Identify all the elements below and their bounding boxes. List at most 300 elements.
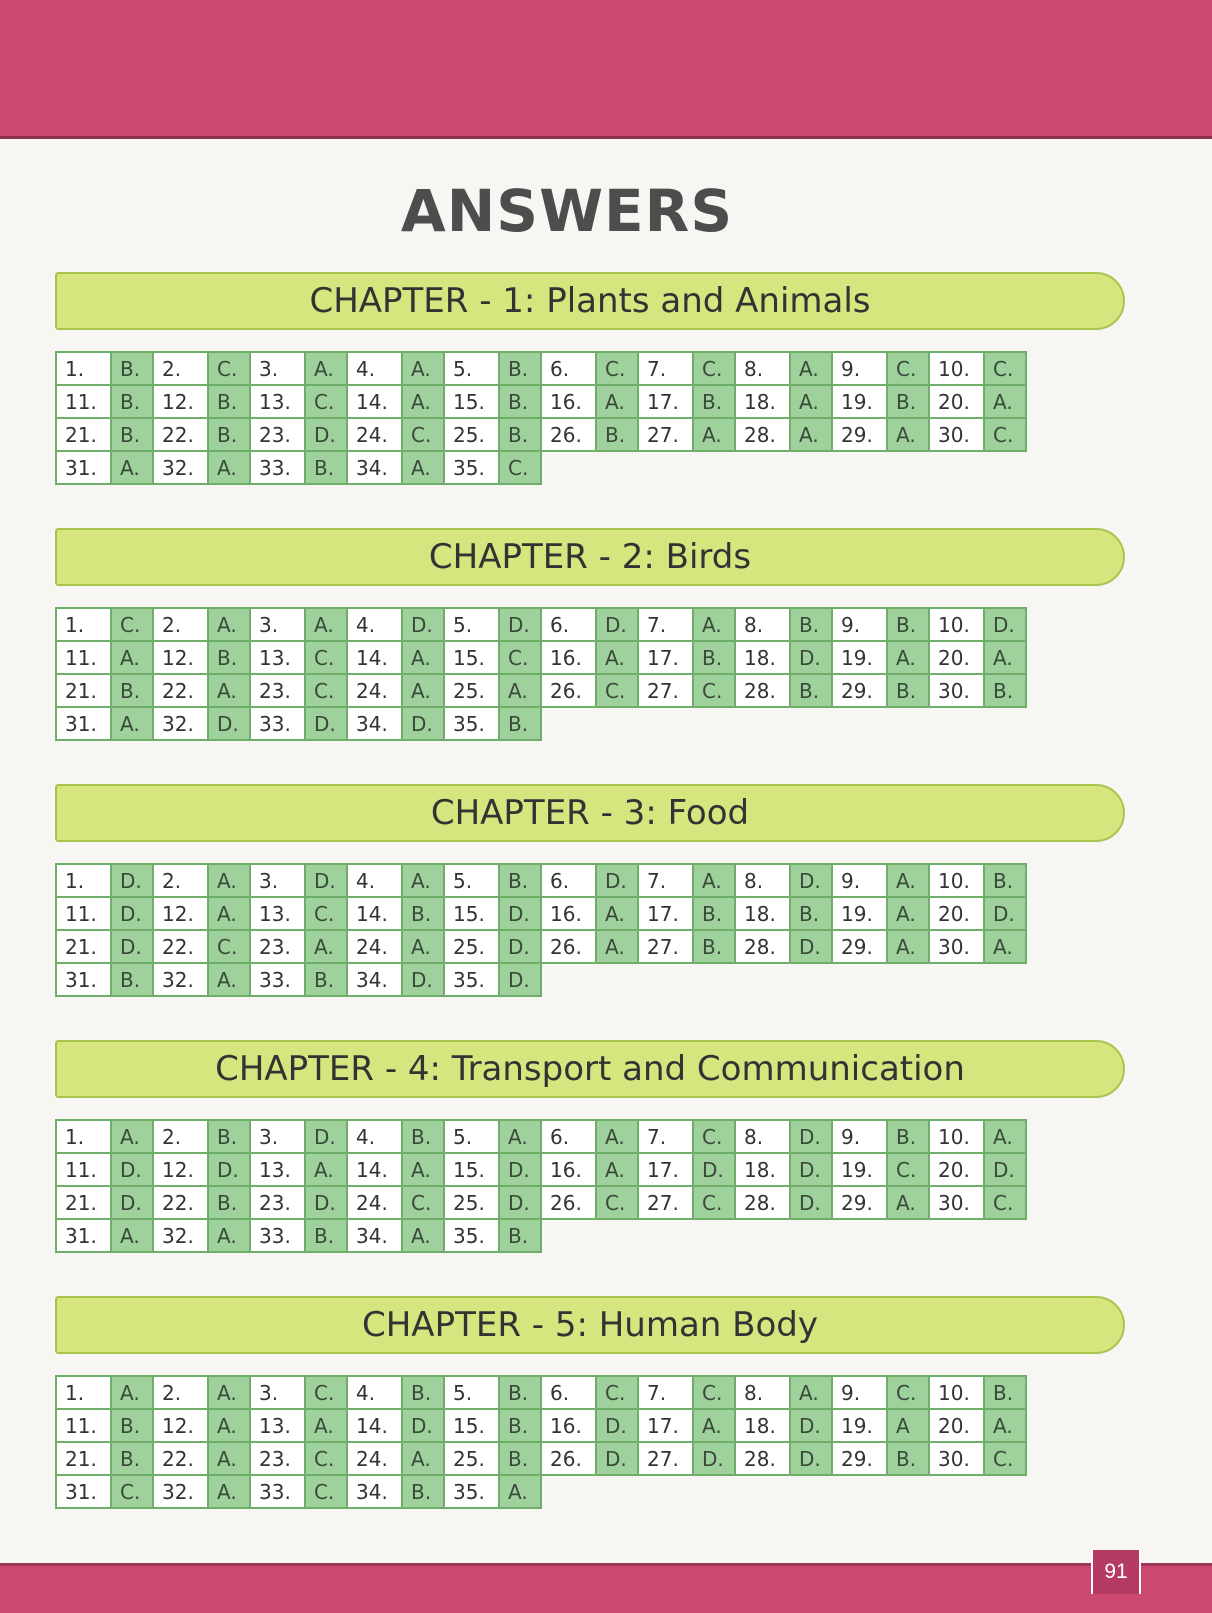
empty-cell (541, 707, 596, 740)
question-number: 13. (250, 1153, 305, 1186)
answer-option: A. (887, 1186, 929, 1219)
question-number: 31. (56, 1475, 111, 1508)
question-number: 13. (250, 1409, 305, 1442)
question-number: 6. (541, 352, 596, 385)
question-number: 26. (541, 1186, 596, 1219)
answer-option: C. (693, 1120, 735, 1153)
question-number: 9. (832, 352, 887, 385)
answer-option: C. (111, 1475, 153, 1508)
empty-cell (929, 1475, 984, 1508)
question-number: 28. (735, 418, 790, 451)
question-number: 21. (56, 930, 111, 963)
answer-option: A. (499, 1120, 541, 1153)
answer-option: D. (693, 1442, 735, 1475)
question-number: 4. (347, 864, 402, 897)
question-number: 7. (638, 864, 693, 897)
question-number: 24. (347, 418, 402, 451)
question-number: 2. (153, 864, 208, 897)
answer-row (56, 418, 1026, 451)
answer-option: B. (790, 608, 832, 641)
question-number: 28. (735, 674, 790, 707)
answer-option: D. (984, 897, 1026, 930)
question-number: 28. (735, 930, 790, 963)
question-number: 12. (153, 1153, 208, 1186)
question-number: 19. (832, 385, 887, 418)
answer-option: B. (111, 385, 153, 418)
question-number: 18. (735, 385, 790, 418)
answer-option: A. (984, 1120, 1026, 1153)
question-number: 23. (250, 930, 305, 963)
question-number: 17. (638, 1153, 693, 1186)
answer-option: B. (596, 418, 638, 451)
question-number: 34. (347, 1219, 402, 1252)
empty-cell (887, 707, 929, 740)
question-number: 10. (929, 1120, 984, 1153)
question-number: 27. (638, 418, 693, 451)
answer-grid (55, 607, 1027, 741)
answer-option: D. (111, 897, 153, 930)
answer-option: B. (984, 1376, 1026, 1409)
question-number: 11. (56, 385, 111, 418)
question-number: 3. (250, 1120, 305, 1153)
question-number: 19. (832, 641, 887, 674)
answer-option: A. (499, 1475, 541, 1508)
question-number: 13. (250, 641, 305, 674)
question-number: 16. (541, 897, 596, 930)
answer-option: A. (596, 385, 638, 418)
answer-option: B. (111, 418, 153, 451)
empty-cell (693, 707, 735, 740)
answer-option: D. (305, 707, 347, 740)
answer-option: B. (208, 1186, 250, 1219)
answer-option: C. (305, 1475, 347, 1508)
question-number: 24. (347, 674, 402, 707)
question-number: 32. (153, 707, 208, 740)
answer-option: C. (693, 674, 735, 707)
question-number: 25. (444, 1442, 499, 1475)
question-number: 35. (444, 963, 499, 996)
answer-option: A. (305, 608, 347, 641)
empty-cell (638, 707, 693, 740)
question-number: 33. (250, 451, 305, 484)
question-number: 23. (250, 1186, 305, 1219)
answer-option: A. (402, 930, 444, 963)
question-number: 32. (153, 1475, 208, 1508)
answer-option: B. (693, 385, 735, 418)
answer-option: B. (208, 385, 250, 418)
question-number: 19. (832, 897, 887, 930)
question-number: 14. (347, 897, 402, 930)
answer-option: D. (984, 608, 1026, 641)
answer-row (56, 451, 1026, 484)
answer-option: A. (208, 674, 250, 707)
empty-cell (693, 451, 735, 484)
question-number: 7. (638, 1376, 693, 1409)
answer-option: A. (596, 930, 638, 963)
empty-cell (832, 1219, 887, 1252)
answer-option: B. (305, 963, 347, 996)
question-number: 30. (929, 930, 984, 963)
answer-option: A. (208, 608, 250, 641)
answer-row (56, 385, 1026, 418)
answer-option: A. (305, 352, 347, 385)
chapter-5-section (55, 1296, 1130, 1504)
answer-option: A. (790, 1376, 832, 1409)
answer-option: D. (111, 1186, 153, 1219)
answer-grid (55, 1375, 1027, 1509)
question-number: 5. (444, 608, 499, 641)
question-number: 15. (444, 641, 499, 674)
empty-cell (541, 963, 596, 996)
answer-row (56, 352, 1026, 385)
answer-option: B. (790, 897, 832, 930)
answer-option: D. (596, 864, 638, 897)
question-number: 8. (735, 1120, 790, 1153)
empty-cell (735, 451, 790, 484)
question-number: 20. (929, 641, 984, 674)
answer-option: B. (208, 641, 250, 674)
answer-option: D. (499, 963, 541, 996)
question-number: 26. (541, 674, 596, 707)
answer-option: A. (887, 418, 929, 451)
question-number: 18. (735, 1409, 790, 1442)
question-number: 17. (638, 641, 693, 674)
answer-option: A. (208, 1376, 250, 1409)
question-number: 35. (444, 1475, 499, 1508)
question-number: 27. (638, 930, 693, 963)
question-number: 2. (153, 352, 208, 385)
answer-grid (55, 863, 1027, 997)
empty-cell (984, 963, 1026, 996)
question-number: 34. (347, 1475, 402, 1508)
chapter-heading: CHAPTER - 5: Human Body (55, 1296, 1125, 1354)
answer-option: B. (111, 1442, 153, 1475)
answer-row (56, 930, 1026, 963)
answer-option: A. (208, 963, 250, 996)
question-number: 12. (153, 1409, 208, 1442)
answer-option: B. (305, 451, 347, 484)
question-number: 15. (444, 1409, 499, 1442)
question-number: 4. (347, 1120, 402, 1153)
question-number: 29. (832, 418, 887, 451)
question-number: 35. (444, 707, 499, 740)
answer-option: A. (402, 451, 444, 484)
answer-option: A. (887, 641, 929, 674)
question-number: 17. (638, 385, 693, 418)
empty-cell (984, 707, 1026, 740)
answer-row (56, 608, 1026, 641)
answer-option: C. (887, 1376, 929, 1409)
question-number: 23. (250, 1442, 305, 1475)
question-number: 17. (638, 897, 693, 930)
question-number: 22. (153, 1186, 208, 1219)
question-number: 22. (153, 674, 208, 707)
empty-cell (790, 707, 832, 740)
answer-option: A. (208, 897, 250, 930)
question-number: 6. (541, 1120, 596, 1153)
question-number: 22. (153, 930, 208, 963)
question-number: 29. (832, 930, 887, 963)
question-number: 31. (56, 1219, 111, 1252)
question-number: 1. (56, 608, 111, 641)
empty-cell (832, 451, 887, 484)
question-number: 34. (347, 963, 402, 996)
answer-option: A. (111, 641, 153, 674)
answer-option: C. (596, 1186, 638, 1219)
question-number: 20. (929, 385, 984, 418)
answer-option: B. (499, 352, 541, 385)
answer-option: D. (499, 1186, 541, 1219)
question-number: 24. (347, 930, 402, 963)
answer-option: D. (305, 1186, 347, 1219)
answer-option: C. (499, 451, 541, 484)
answer-option: A. (208, 1475, 250, 1508)
answer-option: A. (596, 1120, 638, 1153)
question-number: 17. (638, 1409, 693, 1442)
answer-option: D. (208, 1153, 250, 1186)
question-number: 35. (444, 451, 499, 484)
answer-option: C. (693, 1376, 735, 1409)
answer-option: A. (402, 352, 444, 385)
question-number: 1. (56, 352, 111, 385)
empty-cell (984, 1475, 1026, 1508)
answer-row (56, 641, 1026, 674)
answer-option: B. (984, 864, 1026, 897)
answer-option: B. (111, 1409, 153, 1442)
question-number: 11. (56, 1409, 111, 1442)
question-number: 19. (832, 1153, 887, 1186)
empty-cell (541, 451, 596, 484)
chapter-heading: CHAPTER - 4: Transport and Communication (55, 1040, 1125, 1098)
answer-option: A. (499, 674, 541, 707)
question-number: 1. (56, 1376, 111, 1409)
answer-option: B. (111, 674, 153, 707)
chapter-heading: CHAPTER - 1: Plants and Animals (55, 272, 1125, 330)
answer-option: A. (984, 641, 1026, 674)
question-number: 27. (638, 1442, 693, 1475)
answer-option: A. (984, 385, 1026, 418)
answer-option: D. (111, 864, 153, 897)
question-number: 18. (735, 897, 790, 930)
question-number: 21. (56, 674, 111, 707)
answer-option: C. (984, 418, 1026, 451)
empty-cell (638, 451, 693, 484)
answer-row (56, 1120, 1026, 1153)
question-number: 14. (347, 1409, 402, 1442)
question-number: 18. (735, 641, 790, 674)
answer-option: D. (499, 897, 541, 930)
answer-option: A. (693, 608, 735, 641)
question-number: 8. (735, 608, 790, 641)
answer-option: C. (693, 352, 735, 385)
answer-option: B. (402, 897, 444, 930)
answer-option: A. (693, 1409, 735, 1442)
question-number: 6. (541, 1376, 596, 1409)
answer-option: D. (305, 1120, 347, 1153)
answer-option: D. (790, 1442, 832, 1475)
answer-option: D. (790, 1153, 832, 1186)
empty-cell (735, 707, 790, 740)
question-number: 27. (638, 674, 693, 707)
answer-option: B. (208, 418, 250, 451)
question-number: 11. (56, 897, 111, 930)
answer-option: D. (790, 1186, 832, 1219)
empty-cell (693, 1219, 735, 1252)
answer-option: B. (402, 1376, 444, 1409)
question-number: 14. (347, 385, 402, 418)
answer-option: A. (402, 864, 444, 897)
answer-option: A. (596, 897, 638, 930)
empty-cell (596, 963, 638, 996)
answer-option: D. (305, 418, 347, 451)
empty-cell (929, 963, 984, 996)
answer-option: A. (790, 418, 832, 451)
answer-row (56, 897, 1026, 930)
question-number: 11. (56, 641, 111, 674)
answer-option: B. (790, 674, 832, 707)
answer-option: D. (984, 1153, 1026, 1186)
question-number: 7. (638, 1120, 693, 1153)
answer-option: A. (305, 1409, 347, 1442)
answer-option: B. (887, 1120, 929, 1153)
question-number: 30. (929, 1442, 984, 1475)
empty-cell (596, 707, 638, 740)
answer-option: D. (111, 1153, 153, 1186)
answer-option: D. (790, 1120, 832, 1153)
question-number: 29. (832, 674, 887, 707)
answer-row (56, 1475, 1026, 1508)
question-number: 9. (832, 864, 887, 897)
answer-option: D. (111, 930, 153, 963)
answer-grid (55, 1119, 1027, 1253)
empty-cell (693, 963, 735, 996)
question-number: 2. (153, 1376, 208, 1409)
question-number: 8. (735, 352, 790, 385)
question-number: 3. (250, 352, 305, 385)
question-number: 35. (444, 1219, 499, 1252)
answer-option: A. (402, 674, 444, 707)
answer-option: A. (596, 1153, 638, 1186)
question-number: 26. (541, 930, 596, 963)
empty-cell (596, 1219, 638, 1252)
question-number: 8. (735, 864, 790, 897)
answer-option: A. (887, 930, 929, 963)
answer-option: D. (790, 864, 832, 897)
answer-option: A. (984, 930, 1026, 963)
chapter-heading: CHAPTER - 2: Birds (55, 528, 1125, 586)
empty-cell (984, 451, 1026, 484)
answer-option: B. (499, 1219, 541, 1252)
question-number: 2. (153, 608, 208, 641)
answer-option: C. (305, 674, 347, 707)
question-number: 25. (444, 1186, 499, 1219)
answer-option: A. (305, 930, 347, 963)
answer-option: A. (984, 1409, 1026, 1442)
answer-option: B. (887, 1442, 929, 1475)
empty-cell (596, 451, 638, 484)
question-number: 7. (638, 608, 693, 641)
page-title: ANSWERS (400, 176, 734, 245)
answer-option: B. (499, 385, 541, 418)
question-number: 8. (735, 1376, 790, 1409)
answer-row (56, 963, 1026, 996)
question-number: 9. (832, 608, 887, 641)
answer-option: D. (596, 608, 638, 641)
question-number: 3. (250, 864, 305, 897)
question-number: 31. (56, 707, 111, 740)
answer-option: D. (790, 930, 832, 963)
answer-option: C. (499, 641, 541, 674)
answer-row (56, 1442, 1026, 1475)
question-number: 33. (250, 963, 305, 996)
chapter-1-section (55, 272, 1130, 480)
question-number: 1. (56, 1120, 111, 1153)
answer-option: B. (402, 1120, 444, 1153)
empty-cell (887, 963, 929, 996)
question-number: 4. (347, 608, 402, 641)
question-number: 10. (929, 608, 984, 641)
question-number: 28. (735, 1442, 790, 1475)
question-number: 15. (444, 385, 499, 418)
question-number: 4. (347, 1376, 402, 1409)
chapter-heading: CHAPTER - 3: Food (55, 784, 1125, 842)
question-number: 11. (56, 1153, 111, 1186)
chapter-4-section (55, 1040, 1130, 1248)
answer-option: A. (402, 641, 444, 674)
answer-option: C. (984, 352, 1026, 385)
empty-cell (790, 451, 832, 484)
page-number: 91 (1091, 1550, 1141, 1594)
question-number: 18. (735, 1153, 790, 1186)
question-number: 26. (541, 418, 596, 451)
empty-cell (693, 1475, 735, 1508)
question-number: 23. (250, 674, 305, 707)
answer-option: B. (305, 1219, 347, 1252)
empty-cell (984, 1219, 1026, 1252)
answer-option: C. (208, 352, 250, 385)
question-number: 33. (250, 1219, 305, 1252)
answer-option: B. (499, 1409, 541, 1442)
question-number: 29. (832, 1442, 887, 1475)
question-number: 25. (444, 930, 499, 963)
answer-option: A. (208, 864, 250, 897)
question-number: 32. (153, 1219, 208, 1252)
answer-option: C. (111, 608, 153, 641)
empty-cell (832, 707, 887, 740)
answer-option: D. (596, 1442, 638, 1475)
answer-option: B. (402, 1475, 444, 1508)
empty-cell (638, 1219, 693, 1252)
answer-option: A. (596, 641, 638, 674)
answer-option: A. (111, 1219, 153, 1252)
answer-option: B. (887, 385, 929, 418)
question-number: 12. (153, 385, 208, 418)
question-number: 20. (929, 1153, 984, 1186)
question-number: 10. (929, 352, 984, 385)
question-number: 31. (56, 963, 111, 996)
empty-cell (638, 963, 693, 996)
answer-option: C. (305, 1442, 347, 1475)
question-number: 1. (56, 864, 111, 897)
answer-option: B. (984, 674, 1026, 707)
answer-option: A. (208, 1219, 250, 1252)
empty-cell (790, 1219, 832, 1252)
answer-option: A. (208, 1409, 250, 1442)
empty-cell (596, 1475, 638, 1508)
question-number: 20. (929, 1409, 984, 1442)
answer-option: D. (305, 864, 347, 897)
empty-cell (832, 1475, 887, 1508)
